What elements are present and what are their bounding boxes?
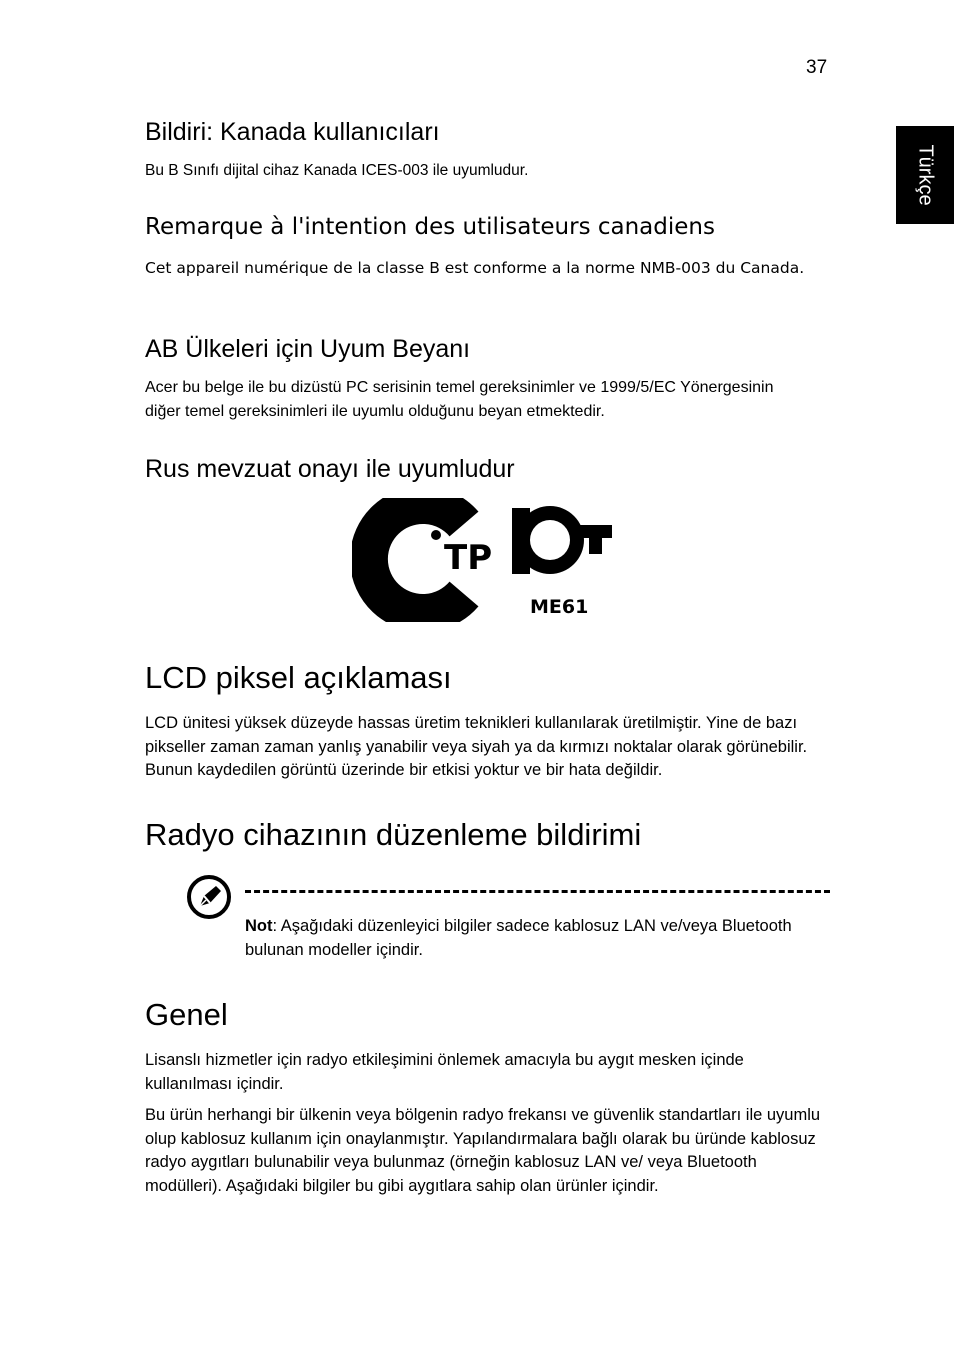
note-pen-icon [186, 874, 232, 920]
body-general-1: Lisanslı hizmetler için radyo etkileşimini önlemek amacıyla bu aygıt mesken içinde kullanılması içindir. [145, 1051, 744, 1093]
heading-canada-tr: Bildiri: Kanada kullanıcıları [145, 118, 440, 146]
heading-general: Genel [145, 997, 228, 1032]
page-number: 37 [806, 57, 828, 78]
language-tab-label: Türkçe [914, 144, 937, 206]
svg-text:TP: TP [444, 538, 493, 578]
heading-canada-fr: Remarque à l'intention des utilisateurs canadiens [145, 214, 715, 240]
body-lcd: LCD ünitesi yüksek düzeyde hassas üretim teknikleri kullanılarak üretilmiştir. Yine de bazı pikseller zaman zaman yanlış yanabilir veya siyah ya da kırmızı noktalar olarak görünebilir. Bunun kaydedilen görüntü üzerinde bir etkisi yoktur ve bir hata değildir. [145, 714, 808, 779]
body-eu: Acer bu belge ile bu dizüstü PC serisinin temel gereksinimler ve 1999/5/EC Yönergesinin diğer temel gereksinimleri ile uyumlu olduğunu beyan etmektedir. [145, 379, 774, 420]
note-label: Not [245, 917, 273, 935]
heading-eu: AB Ülkeleri için Uyum Beyanı [145, 335, 471, 363]
note-divider [245, 890, 830, 893]
mark-code: ME61 [530, 596, 589, 618]
body-canada-fr: Cet appareil numérique de la classe B est conforme a la norme NMB-003 du Canada. [145, 259, 805, 277]
certification-logos [352, 498, 614, 622]
heading-radio: Radyo cihazının düzenleme bildirimi [145, 817, 642, 852]
note-text [245, 915, 825, 962]
heading-russia: Rus mevzuat onayı ile uyumludur [145, 455, 515, 483]
body-canada-tr: Bu B Sınıfı dijital cihaz Kanada ICES-003 ile uyumludur. [145, 162, 529, 179]
note-body: : Aşağıdaki düzenleyici bilgiler sadece kablosuz LAN ve/veya Bluetooth bulunan modeller içindir. [245, 917, 792, 959]
heading-lcd: LCD piksel açıklaması [145, 660, 452, 695]
language-tab [896, 126, 954, 224]
body-general-2: Bu ürün herhangi bir ülkenin veya bölgenin radyo frekansı ve güvenlik standartları ile uyumlu olup kablosuz kullanım için onaylanmıştır. Yapılandırmalara bağlı olarak bu üründe kablosuz radyo aygıtları bulunabilir veya bulunmaz (örneğin kablosuz LAN ve/ veya Bluetooth modülleri). Aşağıdaki bilgiler bu gibi aygıtlara sahip olan ürünler içindir. [145, 1106, 821, 1195]
